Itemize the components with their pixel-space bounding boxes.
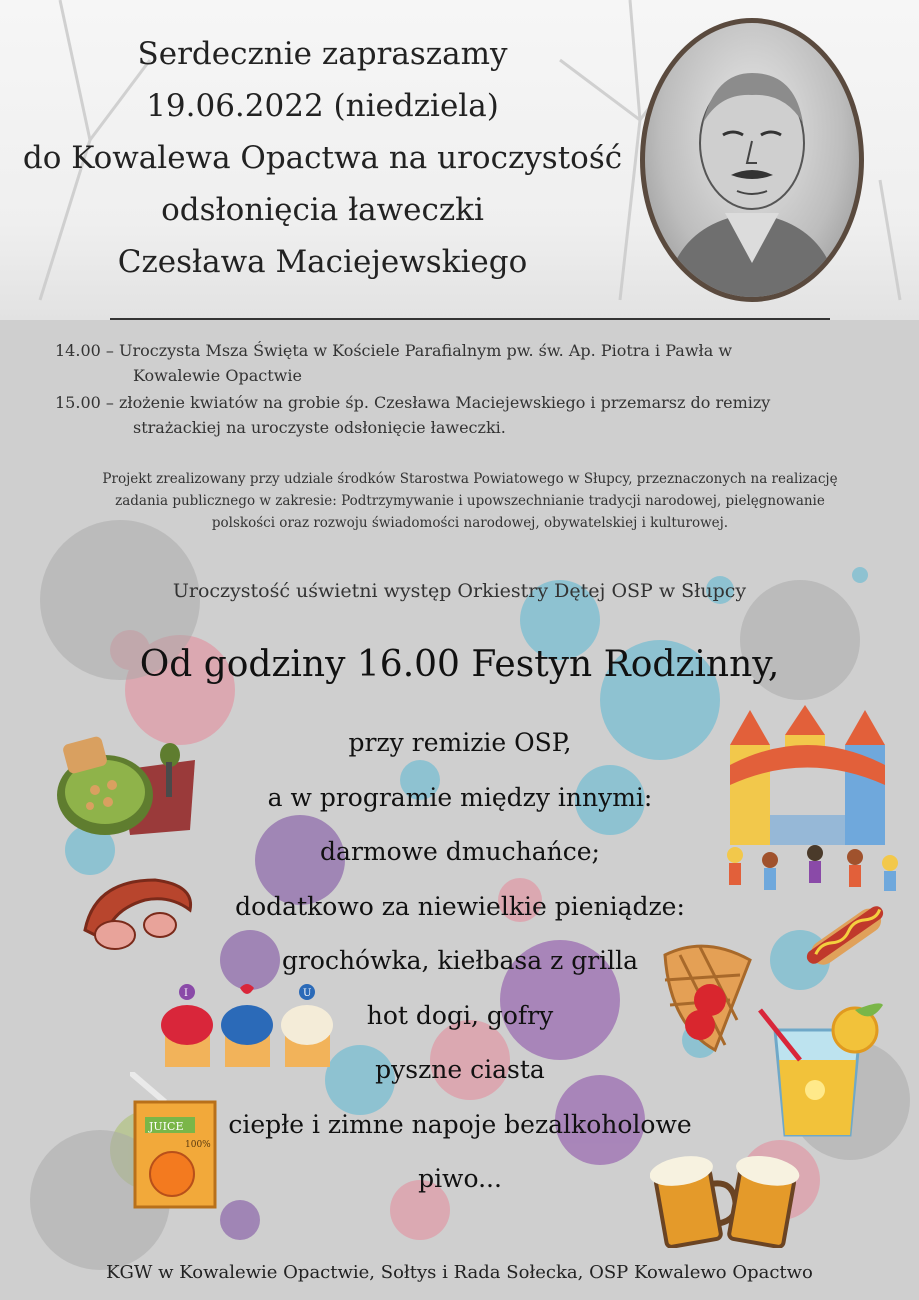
waffle-icon (655, 935, 755, 1055)
cupcake-letter-i: I (184, 988, 188, 999)
program-line: grochówka, kiełbasa z grilla (281, 946, 639, 975)
schedule-item-continuation: strażackiej na uroczyste odsłonięcie ławeczki. (133, 418, 506, 437)
schedule-item-text: 15.00 – złożenie kwiatów na grobie śp. Czesława Maciejewskiego i przemarsz do remizy (55, 393, 771, 412)
pea-soup-icon (50, 730, 200, 840)
funding-note-line: polskości oraz rozwoju świadomości narodowej, obywatelskiej i kulturowej. (211, 515, 729, 531)
funding-note-line: zadania publicznego w zakresie: Podtrzymywanie i upowszechnianie tradycji narodowej, pielęgnowanie (115, 493, 825, 509)
title-line: do Kowalewa Opactwa na uroczystość (22, 140, 623, 176)
title-line: Serdecznie zapraszamy (137, 36, 508, 72)
program-line: dodatkowo za niewielkie pieniądze: (235, 891, 685, 921)
schedule-item-continuation: Kowalewie Opactwie (133, 366, 302, 385)
sausage-icon (75, 870, 200, 955)
lemonade-glass-icon (755, 1000, 890, 1140)
festival-program (200, 716, 720, 1207)
beer-mugs-icon (650, 1148, 805, 1248)
header-divider (110, 318, 830, 320)
program-line: pyszne ciasta (375, 1055, 545, 1084)
juice-percent: 100% (185, 1140, 211, 1150)
hot-dog-icon (800, 890, 890, 980)
project-funding-note (50, 468, 890, 534)
program-line: darmowe dmuchańce; (320, 837, 600, 866)
juice-box-icon (130, 1072, 225, 1212)
funding-note-line: Projekt zrealizowany przy udziale środków Starostwa Powiatowego w Słupcy, przeznaczonych na realizację (102, 471, 838, 487)
program-line: piwo... (418, 1164, 502, 1193)
schedule-item (55, 338, 875, 388)
schedule-item-text: 14.00 – Uroczysta Msza Święta w Kościele Parafialnym pw. św. Ap. Piotra i Pawła w (55, 341, 733, 360)
schedule-item (55, 390, 875, 440)
portrait-image (640, 18, 864, 302)
festival-heading: Od godziny 16.00 Festyn Rodzinny, (139, 644, 780, 685)
bouncy-castle-icon (715, 705, 905, 895)
juice-label: JUICE (149, 1120, 184, 1133)
title-line: Czesława Maciejewskiego (117, 244, 528, 280)
program-line: a w programie między innymi: (267, 782, 653, 812)
invitation-title (0, 28, 645, 288)
program-line: ciepłe i zimne napoje bezalkoholowe (228, 1109, 692, 1139)
title-line: odsłonięcia ławeczki (161, 192, 484, 228)
portrait-sketch-icon (645, 23, 859, 297)
cupcake-letter-u: U (303, 988, 312, 999)
cupcakes-icon (160, 980, 335, 1070)
organizers-footer: KGW w Kowalewie Opactwie, Sołtys i Rada Sołecka, OSP Kowalewo Opactwo (106, 1262, 813, 1283)
program-line: przy remizie OSP, (348, 728, 572, 757)
orchestra-announcement: Uroczystość uświetni występ Orkiestry Dętej OSP w Słupcy (172, 580, 747, 602)
title-line: 19.06.2022 (niedziela) (146, 88, 499, 124)
event-schedule (55, 338, 875, 442)
program-line: hot dogi, gofry (366, 1000, 554, 1030)
